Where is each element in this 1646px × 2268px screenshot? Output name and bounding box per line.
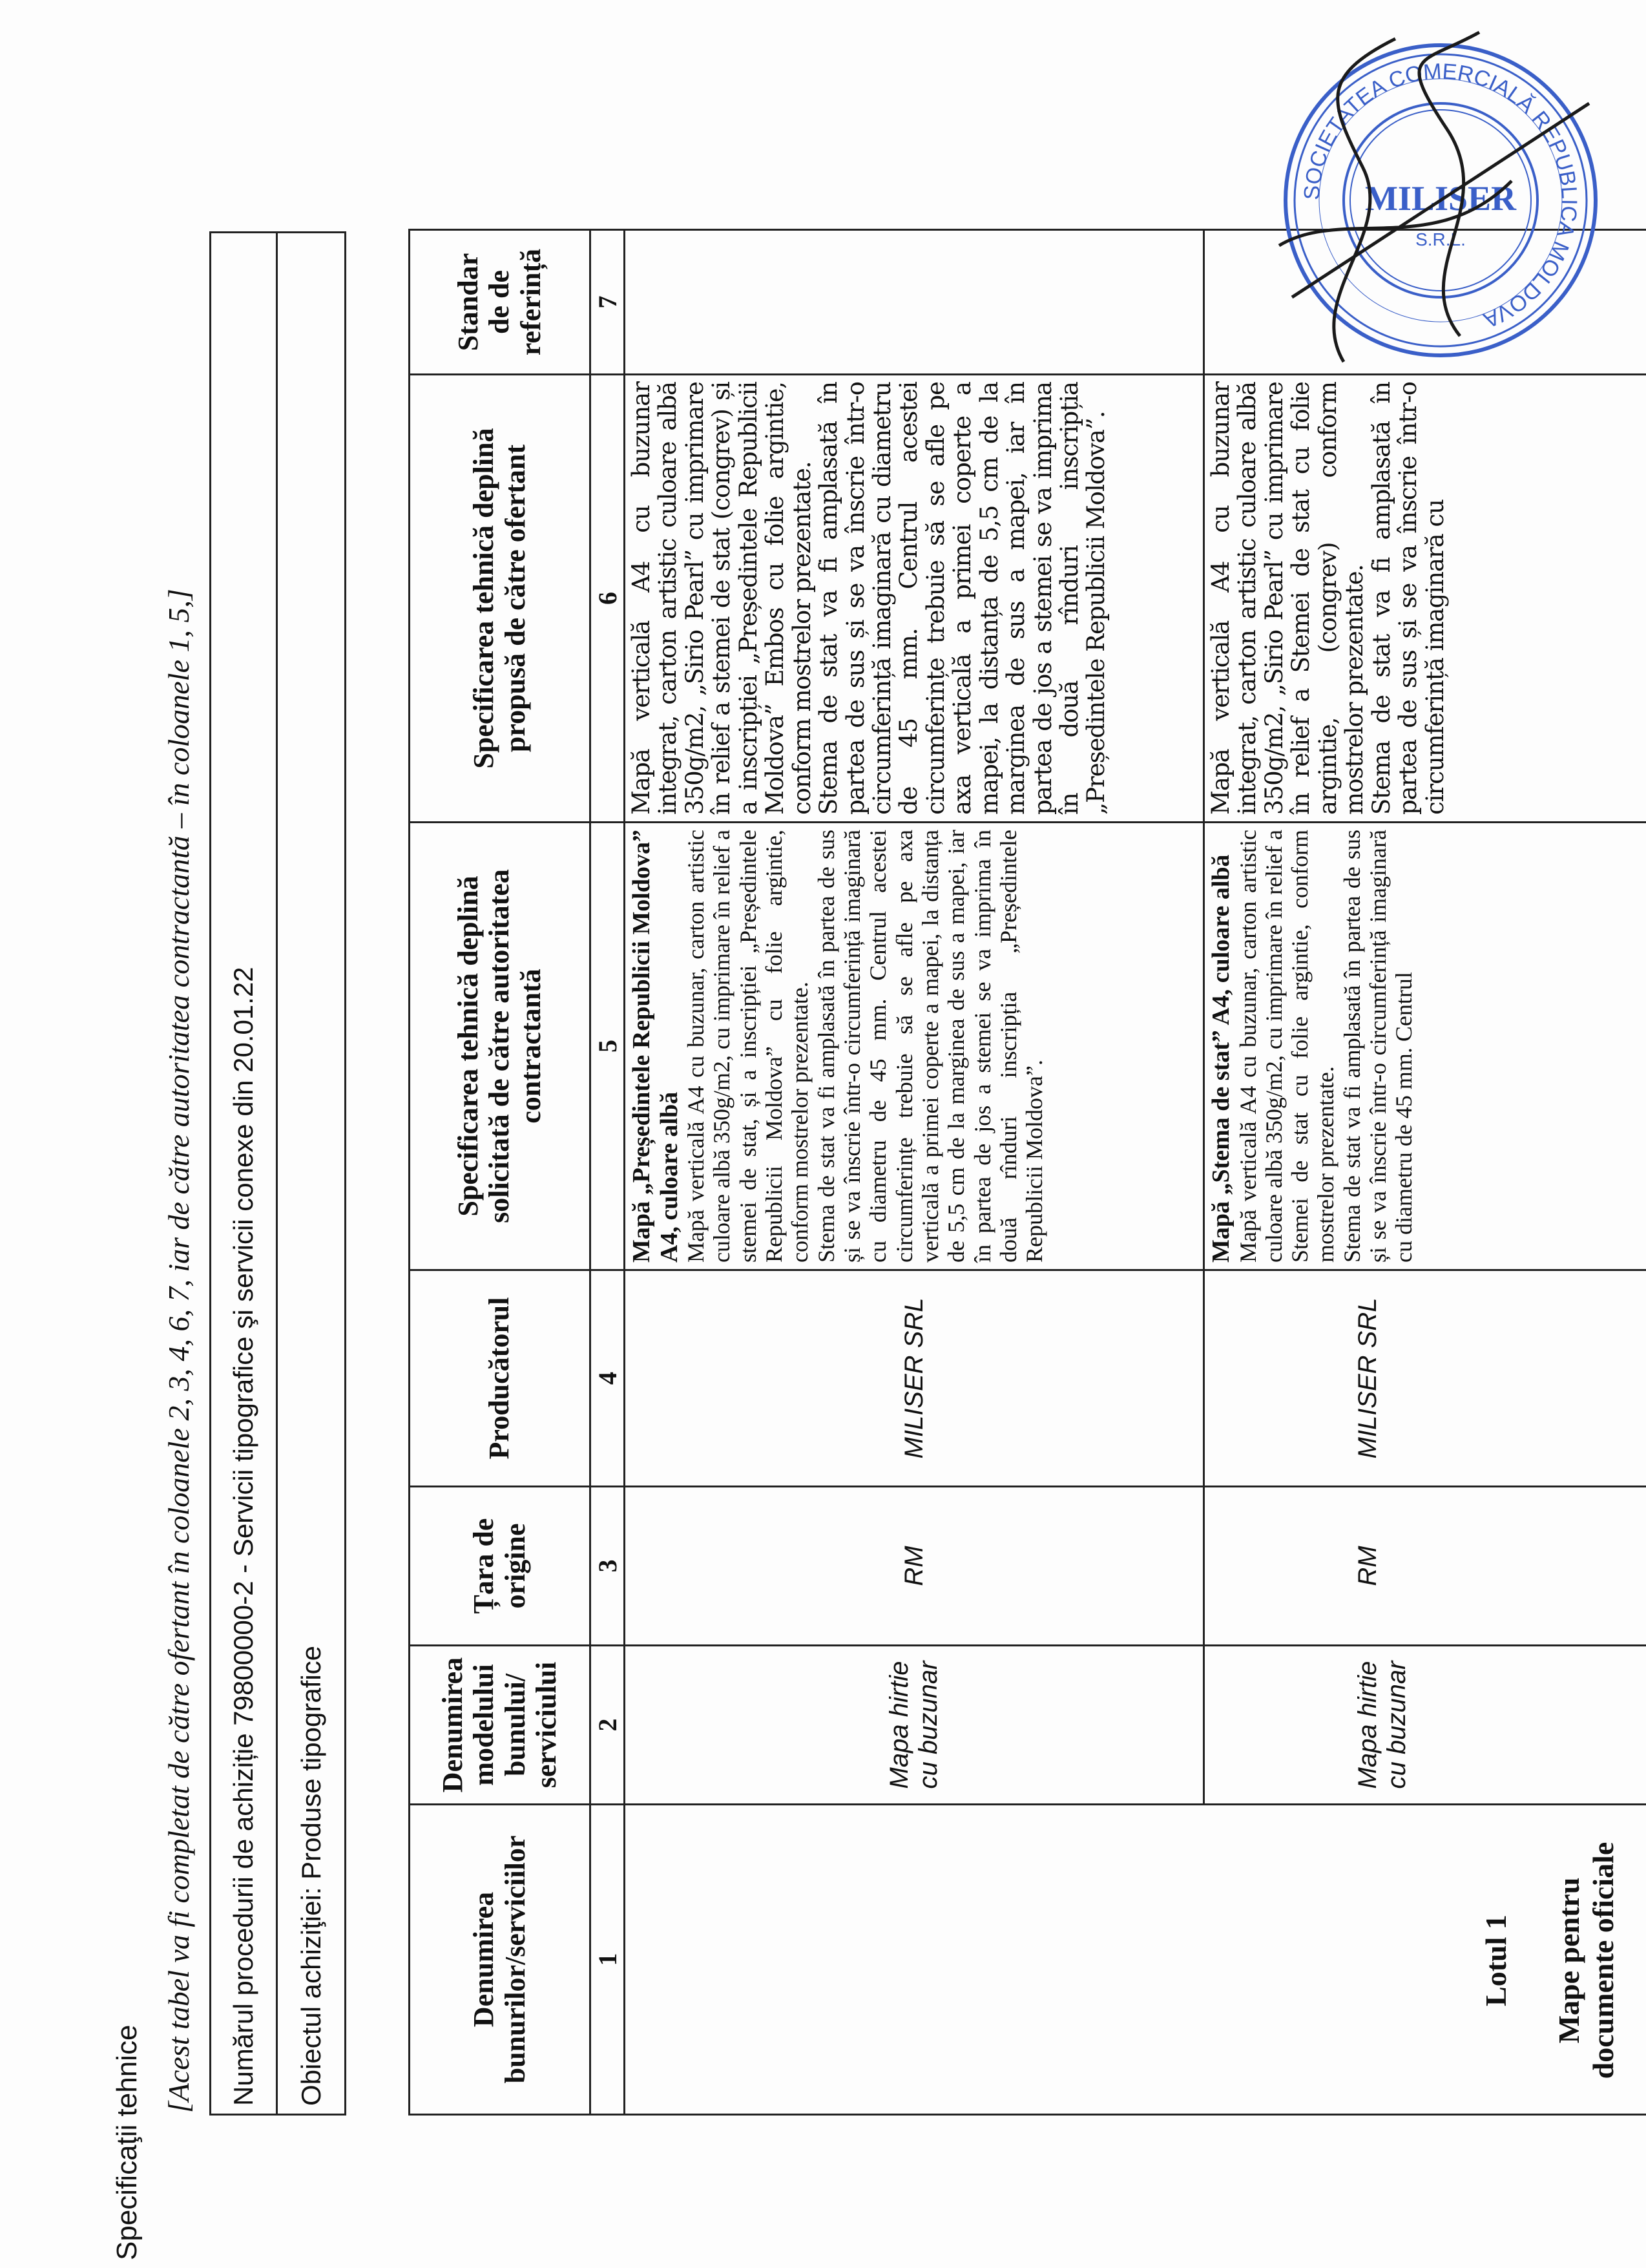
column-number: 3 <box>590 1487 625 1646</box>
requested-spec-text: Mapă verticală A4 cu buzunar, carton artistic culoare albă 350g/m2, cu imprimare în relief a Stemei de stat cu folie argintie, conform mostrelor prezentate. <box>1234 830 1339 1263</box>
header-goods-name: Denumirea bunurilor/serviciilor <box>410 1805 590 2115</box>
column-number: 6 <box>590 375 625 823</box>
offered-spec-text: Mapă verticală A4 cu buzunar integrat, carton artistic culoare albă 350g/m2, „Sirio Pearl” cu imprimare în relief a Stemei de stat cu folie argintie, (congrev) conform mostrelor prezentate. <box>1207 382 1369 815</box>
specifications-table <box>408 229 1646 2116</box>
column-number: 5 <box>590 823 625 1270</box>
header-standard: Standar de de referință <box>410 230 590 375</box>
table-header-row <box>410 230 590 2115</box>
stamp-ring-text: SOCIETATEA COMERCIALĂ REPUBLICA MOLDOVA <box>1299 59 1582 333</box>
company-stamp <box>1266 26 1615 375</box>
procurement-info-box <box>209 231 346 2116</box>
column-number: 7 <box>590 230 625 375</box>
requested-spec-title: Mapă „Președintele Republicii Moldova” A4, culoare albă <box>628 830 683 1263</box>
model-cell: Mapa hirtie cu buzunar <box>625 1646 1204 1805</box>
producer-cell: MILISER SRL <box>625 1270 1204 1487</box>
lot-label <box>1479 1805 1621 2116</box>
requested-spec-cell <box>625 823 1204 1270</box>
header-producer: Producătorul <box>410 1270 590 1487</box>
header-country: Țara de origine <box>410 1487 590 1646</box>
standard-cell <box>625 230 1204 375</box>
column-number: 2 <box>590 1646 625 1805</box>
offered-spec-text: Stema de stat va fi amplasată în partea de sus și se va înscrie într-o circumferință imaginară cu diametru de 45 mm. Centrul acestei circumferințe trebuie să se afle pe axa verticală a primei coperte a mapei, la distanța de 5,5 cm de la marginea de sus a mapei, iar în partea de jos a stemei se va imprima în două rînduri inscripția „Președintele Republicii Moldova”. <box>815 382 1110 815</box>
column-number: 1 <box>590 1805 625 2115</box>
lot-name: Lotul 1 <box>1479 1915 1512 2006</box>
document-instructions: [Acest tabel va fi completat de către ofertant în coloanele 2, 3, 4, 6, 7, iar de către autoritatea contractantă – în coloanele 1, 5,] <box>162 589 195 2113</box>
offered-spec-text: Stema de stat va fi amplasată în partea de sus și se va înscrie într-o circumferință imaginară cu <box>1367 382 1449 815</box>
producer-cell: MILISER SRL <box>1204 1270 1646 1487</box>
document-title: Specificaţii tehnice <box>111 2024 143 2260</box>
requested-spec-text: Stema de stat va fi amplasată în partea de sus și se va înscrie într-o circumferință imaginară cu diametru de 45 mm. Centrul <box>1339 830 1417 1263</box>
table-row <box>625 230 1204 2115</box>
procedure-number: Numărul procedurii de achiziție 79800000-2 - Servicii tipografice şi servicii conexe din 20.01.22 <box>211 233 278 2114</box>
offered-spec-cell <box>1204 375 1646 823</box>
offered-spec-cell <box>625 375 1204 823</box>
requested-spec-text: Stema de stat va fi amplasată în partea de sus și se va înscrie într-o circumferință imaginară cu diametru de 45 mm. Centrul acestei circumferințe trebuie să se afle pe axa verticală a primei coperte a mapei, la distanța de 5,5 cm de la marginea de sus a mapei, iar în partea de jos a stemei se va imprima în două rînduri inscripția „Președintele Republicii Moldova”. <box>813 830 1048 1263</box>
stamp-center-text: MILISER <box>1364 179 1517 218</box>
model-cell: Mapa hirtie cu buzunar <box>1204 1646 1646 1805</box>
requested-spec-cell <box>1204 823 1646 1270</box>
stamp-small-text: S.R.L. <box>1415 229 1466 249</box>
procurement-object: Obiectul achiziţiei: Produse tipografice <box>295 1645 326 2106</box>
column-numbers-row <box>590 230 625 2115</box>
header-offered-spec: Specificarea tehnică deplină propusă de către ofertant <box>410 375 590 823</box>
header-model-name: Denumirea modelului bunului/ serviciului <box>410 1646 590 1805</box>
country-cell: RM <box>625 1487 1204 1646</box>
lot-description: Mape pentru documente oficiale <box>1552 1842 1620 2079</box>
column-number: 4 <box>590 1270 625 1487</box>
offered-spec-text: Mapă verticală A4 cu buzunar integrat, carton artistic culoare albă 350g/m2, „Sirio Pearl” cu imprimare în relief a stemei de stat (congrev) și a inscripției „Președintele Republicii Moldova” Embos cu folie argintie, conform mostrelor prezentate. <box>627 382 816 815</box>
requested-spec-text: Mapă verticală A4 cu buzunar, carton artistic culoare albă 350g/m2, cu imprimare în relief a stemei de stat, și a inscripției „Președintele Republicii Moldova” cu folie argintie, conform mostrelor prezentate. <box>683 830 813 1263</box>
country-cell: RM <box>1204 1487 1646 1646</box>
header-requested-spec: Specificarea tehnică deplină solicitată de către autoritatea contractantă <box>410 823 590 1270</box>
requested-spec-title: Mapă „Stema de stat” A4, culoare albă <box>1207 854 1234 1263</box>
